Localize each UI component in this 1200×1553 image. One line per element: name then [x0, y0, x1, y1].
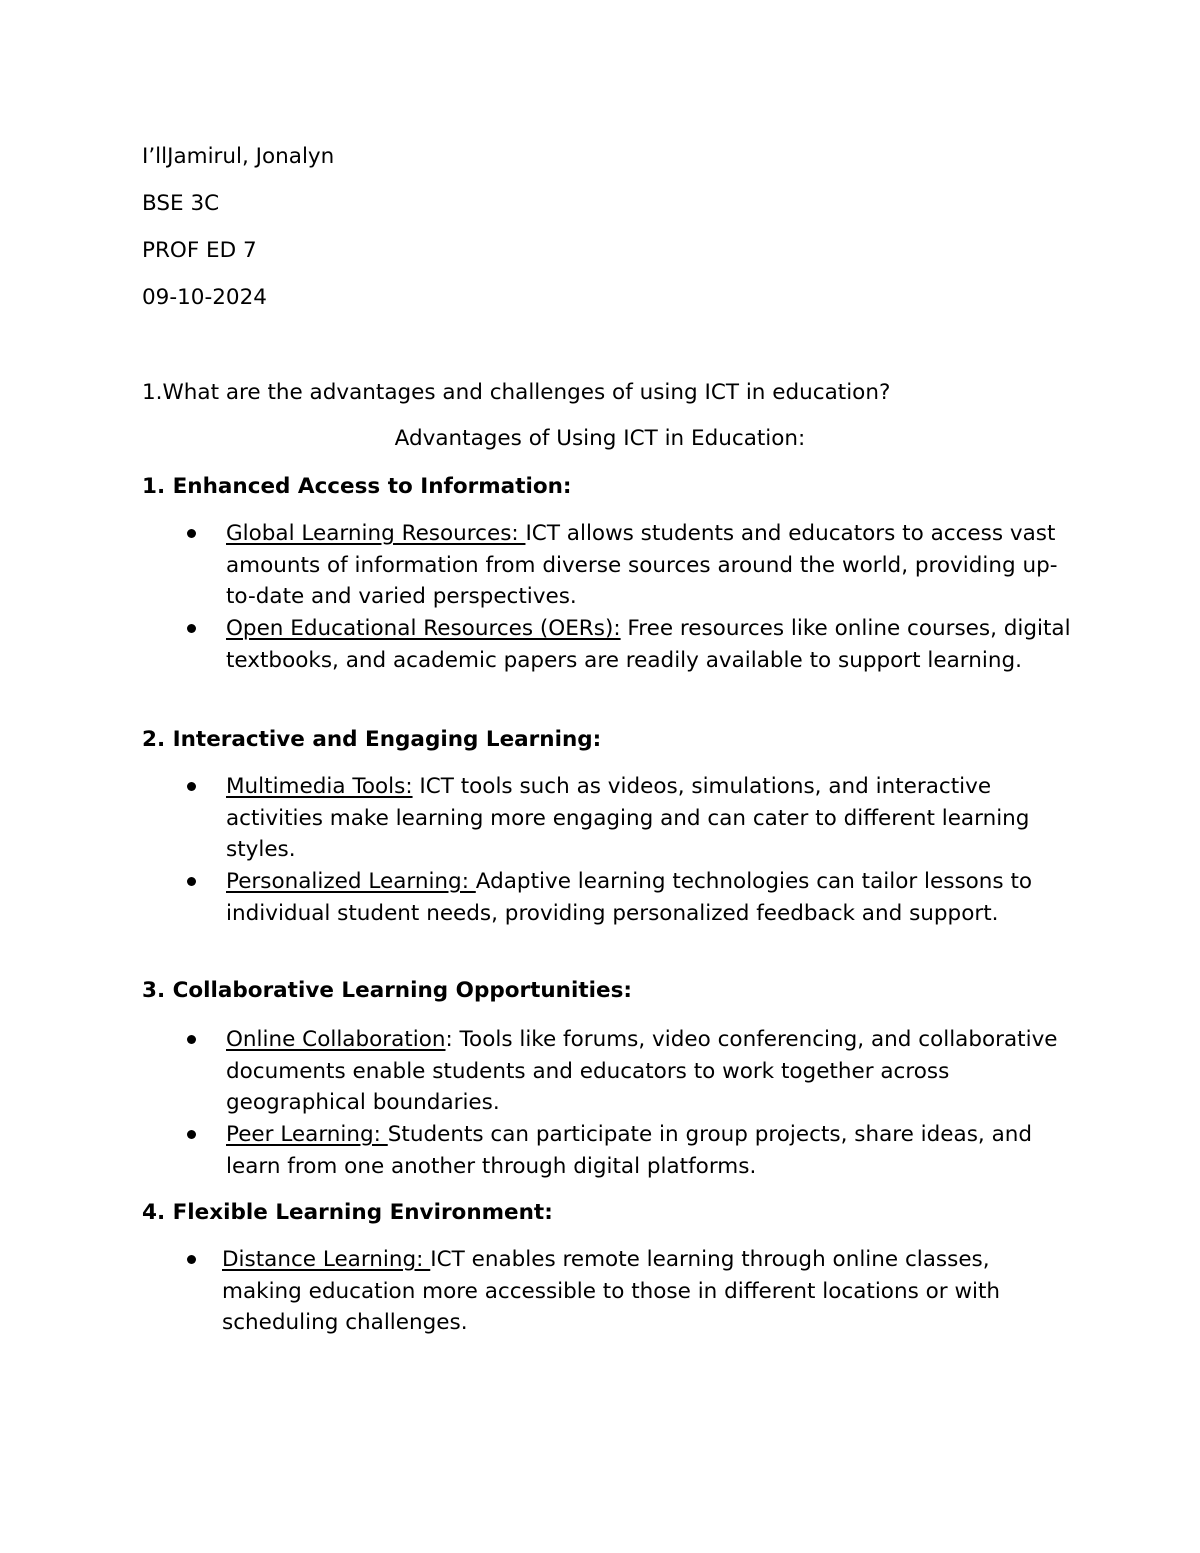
list-item-text: [222, 1244, 1072, 1339]
item-term: Open Educational Resources (OERs):: [226, 616, 621, 641]
question-text: 1.What are the advantages and challenges of using ICT in education?: [142, 380, 891, 405]
bullet-icon: [187, 1130, 196, 1139]
item-description: : Tools like forums, video conferencing, and collaborative documents enable students and educators to work together across geographical boundaries.: [226, 1027, 1058, 1115]
bullet-icon: [187, 1255, 196, 1264]
item-term: Multimedia Tools:: [226, 774, 413, 799]
list-item-text: [226, 518, 1076, 613]
list-item-text: [226, 771, 1076, 866]
item-description: Adaptive learning technologies can tailor lessons to individual student needs, providing personalized feedback and support.: [226, 869, 1033, 926]
list-item-text: [226, 613, 1076, 676]
list-item-text: [226, 866, 1076, 929]
item-description: ICT enables remote learning through online classes, making education more accessible to those in different locations or with scheduling challenges.: [222, 1247, 1001, 1335]
section-heading: 4. Flexible Learning Environment:: [142, 1200, 553, 1225]
bullet-icon: [187, 782, 196, 791]
course-code: PROF ED 7: [142, 238, 257, 263]
item-description: ICT allows students and educators to access vast amounts of information from diverse sources around the world, providing up-to-date and varied perspectives.: [226, 521, 1058, 609]
section-heading: 1. Enhanced Access to Information:: [142, 474, 572, 499]
bullet-icon: [187, 1035, 196, 1044]
item-description: ICT tools such as videos, simulations, and interactive activities make learning more engaging and can cater to different learning styles.: [226, 774, 1030, 862]
list-item-text: [226, 1119, 1076, 1182]
item-description: Free resources like online courses, digital textbooks, and academic papers are readily available to support learning.: [226, 616, 1071, 673]
item-description: Students can participate in group projects, share ideas, and learn from one another through digital platforms.: [226, 1122, 1033, 1179]
item-term: Global Learning Resources:: [226, 521, 526, 546]
section-heading: 3. Collaborative Learning Opportunities:: [142, 978, 632, 1003]
section-subtitle: Advantages of Using ICT in Education:: [394, 426, 806, 451]
list-item-text: [226, 1024, 1076, 1119]
student-name: I’llJamirul, Jonalyn: [142, 144, 335, 169]
item-term: Peer Learning:: [226, 1122, 388, 1147]
submission-date: 09-10-2024: [142, 285, 267, 310]
item-term: Online Collaboration: [226, 1027, 446, 1052]
item-term: Distance Learning:: [222, 1247, 431, 1272]
section-heading: 2. Interactive and Engaging Learning:: [142, 727, 602, 752]
bullet-icon: [187, 529, 196, 538]
item-term: Personalized Learning:: [226, 869, 476, 894]
bullet-icon: [187, 877, 196, 886]
student-section: BSE 3C: [142, 191, 220, 216]
bullet-icon: [187, 624, 196, 633]
